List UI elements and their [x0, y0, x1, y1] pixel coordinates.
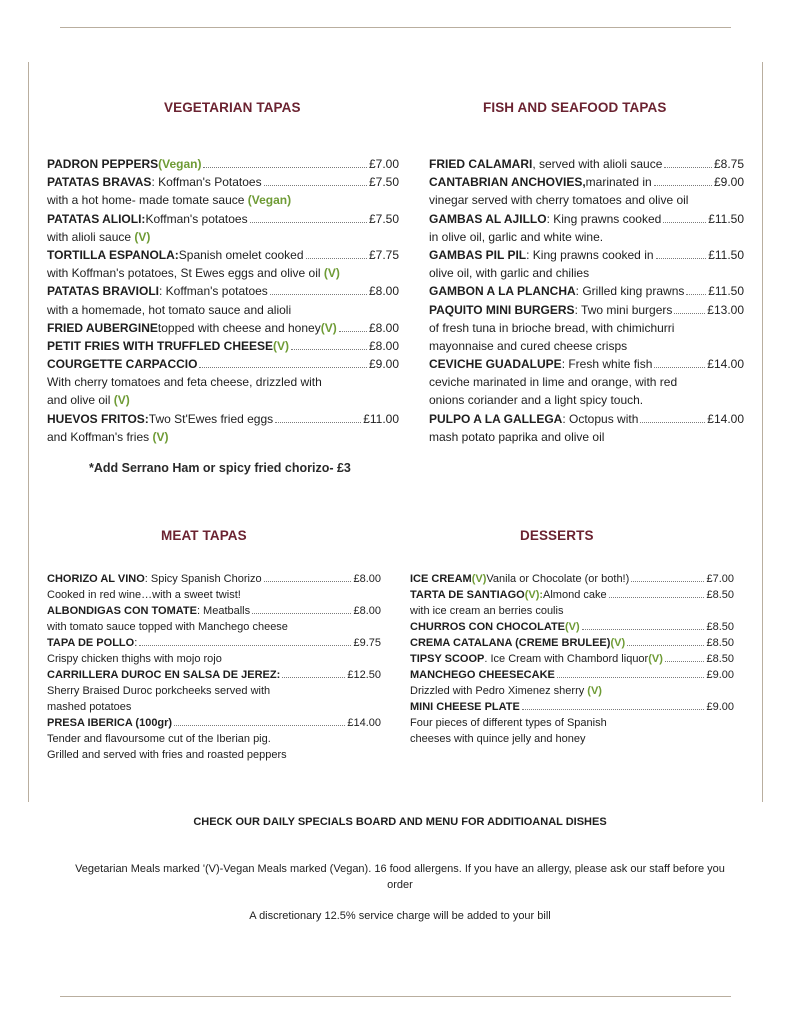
dot-leader [557, 677, 705, 678]
dot-leader [609, 597, 705, 598]
diet-marker: (V) [320, 320, 337, 335]
dot-leader [631, 581, 704, 582]
item-name: HUEVOS FRITOS: [47, 411, 149, 426]
item-description-extra: Almond cake [543, 589, 607, 601]
menu-item [47, 603, 381, 619]
item-name: CREMA CATALANA (CREME BRULEE) [410, 637, 611, 649]
item-description: : Koffman's potatoes [159, 284, 268, 299]
dot-leader [264, 185, 367, 186]
meat-list [47, 571, 381, 763]
item-detail-line [429, 191, 744, 209]
item-price: £9.00 [706, 701, 734, 713]
item-name: FRIED AUBERGINE [47, 320, 158, 335]
menu-item [47, 173, 399, 191]
item-name: ICE CREAM [410, 573, 472, 585]
item-detail-line [47, 651, 381, 667]
item-detail-line [429, 319, 744, 337]
item-price: £14.00 [707, 357, 744, 372]
allergens-notice-line-1: Vegetarian Meals marked '(V)-Vegan Meals marked (Vegan). 16 food allergens. If you have an allergy, please ask our staff before you [75, 863, 725, 875]
left-rule [28, 62, 29, 802]
dot-leader [686, 294, 706, 295]
dot-leader [664, 167, 712, 168]
item-description: marinated in [585, 175, 652, 190]
dot-leader [291, 349, 367, 350]
item-detail-text: Crispy chicken thighs with mojo rojo [47, 653, 222, 665]
item-name: CARRILLERA DUROC EN SALSA DE JEREZ: [47, 669, 281, 681]
item-name: MANCHEGO CHEESECAKE [410, 669, 555, 681]
item-price: £7.50 [368, 175, 399, 190]
dot-leader [640, 422, 705, 423]
item-detail-line [47, 428, 399, 446]
item-detail-text: mash potato paprika and olive oil [429, 429, 605, 444]
item-detail-text: onions coriander and a light spicy touch. [429, 393, 644, 408]
item-price: £8.00 [368, 284, 399, 299]
item-name: PAQUITO MINI BURGERS [429, 302, 575, 317]
item-price: £8.50 [706, 621, 734, 633]
menu-item [429, 210, 744, 228]
item-name: PADRON PEPPERS [47, 157, 159, 171]
item-name: FRIED CALAMARI [429, 157, 533, 171]
item-detail-line [429, 337, 744, 355]
item-detail-line [47, 373, 399, 391]
desserts-title: DESSERTS [520, 528, 594, 543]
menu-item [429, 301, 744, 319]
menu-item [429, 155, 744, 173]
item-price: £8.00 [368, 338, 399, 353]
menu-item [47, 715, 381, 731]
item-name: GAMBAS AL AJILLO [429, 211, 547, 226]
item-price: £9.00 [368, 357, 399, 372]
diet-marker: (V) [273, 338, 290, 353]
specials-notice: CHECK OUR DAILY SPECIALS BOARD AND MENU FOR ADDITIOANAL DISHES [193, 816, 607, 828]
diet-marker: (Vegan) [247, 193, 292, 208]
item-detail-line [47, 699, 381, 715]
item-detail-line [47, 391, 399, 409]
service-charge-notice: A discretionary 12.5% service charge will be added to your bill [249, 910, 551, 922]
item-description: : King prawns cooked [546, 211, 662, 226]
vegetarian-title: VEGETARIAN TAPAS [164, 100, 301, 115]
item-name: COURGETTE CARPACCIO [47, 357, 198, 372]
item-name: TORTILLA ESPANOLA: [47, 247, 179, 262]
item-price: £11.00 [363, 411, 399, 426]
dot-leader [665, 661, 705, 662]
serrano-ham-note: *Add Serrano Ham or spicy fried chorizo- £3 [89, 461, 351, 475]
menu-item [429, 282, 744, 300]
dot-leader [264, 581, 352, 582]
item-detail-line [47, 683, 381, 699]
item-detail-line [410, 731, 734, 747]
item-name: TIPSY SCOOP [410, 653, 485, 665]
menu-item [47, 319, 399, 337]
dot-leader [250, 222, 367, 223]
item-price: £9.00 [713, 175, 744, 190]
dot-leader [656, 258, 707, 259]
item-detail-line [47, 731, 381, 747]
item-detail-text: Grilled and served with fries and roasted peppers [47, 749, 287, 761]
top-rule [60, 27, 731, 28]
item-description: : [134, 637, 138, 649]
item-name: TARTA DE SANTIAGO [410, 589, 525, 601]
item-name: GAMBON A LA PLANCHA [429, 284, 576, 299]
item-detail-text: Cooked in red wine…with a sweet twist! [47, 589, 241, 601]
item-detail-text: Drizzled with Pedro Ximenez sherry [410, 685, 588, 697]
item-detail-line [410, 715, 734, 731]
item-description: topped with cheese and honey [157, 320, 321, 335]
dot-leader [674, 313, 705, 314]
item-price: £7.75 [368, 247, 399, 262]
item-detail-line [47, 747, 381, 763]
dot-leader [627, 645, 704, 646]
dot-leader [654, 367, 705, 368]
item-price: £9.75 [353, 637, 381, 649]
item-name: TAPA DE POLLO [47, 637, 135, 649]
item-detail-text: Four pieces of different types of Spanish [410, 717, 607, 729]
item-detail-text: mayonnaise and cured cheese crisps [429, 338, 628, 353]
menu-item [47, 282, 399, 300]
item-price: £7.00 [706, 573, 734, 585]
item-detail-text: with alioli sauce [47, 229, 135, 244]
item-detail-text: with a homemade, hot tomato sauce and alioli [47, 302, 292, 317]
item-detail-line [410, 603, 734, 619]
dot-leader [522, 709, 705, 710]
item-description: : Spicy Spanish Chorizo [144, 573, 262, 585]
item-detail-text: vinegar served with cherry tomatoes and olive oil [429, 193, 689, 208]
diet-marker: (V) [565, 621, 580, 633]
menu-item [47, 571, 381, 587]
menu-item [429, 355, 744, 373]
diet-marker: (V) [323, 266, 340, 281]
item-name: CHORIZO AL VINO [47, 573, 145, 585]
diet-marker: (V) [471, 573, 487, 585]
item-detail-line [429, 391, 744, 409]
dot-leader [339, 331, 367, 332]
dot-leader [275, 422, 361, 423]
menu-item [47, 210, 399, 228]
item-price: £11.50 [708, 284, 744, 299]
dot-leader [203, 167, 366, 168]
menu-item [410, 699, 734, 715]
menu-item [47, 667, 381, 683]
item-name: CANTABRIAN ANCHOVIES, [429, 175, 586, 190]
item-description: : King prawns cooked in [526, 247, 654, 262]
item-detail-line [429, 228, 744, 246]
dot-leader [654, 185, 712, 186]
vegetarian-list [47, 155, 399, 446]
meat-title: MEAT TAPAS [161, 528, 247, 543]
item-detail-text: with Koffman's potatoes, St Ewes eggs and olive oil [47, 266, 324, 281]
item-name: PATATAS ALIOLI: [47, 211, 146, 226]
item-price: £8.50 [706, 653, 734, 665]
right-rule [762, 62, 763, 802]
item-name: CEVICHE GUADALUPE [429, 357, 562, 372]
bottom-rule [60, 996, 731, 997]
item-price: £8.00 [353, 605, 381, 617]
item-detail-line [47, 264, 399, 282]
menu-item [47, 635, 381, 651]
diet-marker: (V) [152, 429, 169, 444]
dot-leader [306, 258, 367, 259]
fish-list [429, 155, 744, 446]
item-detail-text: Sherry Braised Duroc porkcheeks served with [47, 685, 271, 697]
dot-leader [199, 367, 367, 368]
item-description: : Koffman's Potatoes [151, 175, 262, 190]
item-name: ALBONDIGAS CON TOMATE [47, 605, 197, 617]
item-price: £14.00 [707, 411, 744, 426]
item-description: Koffman's potatoes [145, 211, 248, 226]
menu-item [429, 246, 744, 264]
item-detail-text: in olive oil, garlic and white wine. [429, 229, 604, 244]
item-price: £12.50 [347, 669, 381, 681]
item-detail-line [47, 587, 381, 603]
diet-marker: (V): [524, 589, 544, 601]
item-price: £8.50 [706, 637, 734, 649]
menu-item [47, 337, 399, 355]
item-detail-text: with a hot home- made tomate sauce [47, 193, 248, 208]
diet-marker: (V) [587, 685, 602, 697]
item-detail-text: of fresh tuna in brioche bread, with chimichurri [429, 320, 675, 335]
dot-leader [663, 222, 706, 223]
desserts-list [410, 571, 734, 747]
menu-item [410, 635, 734, 651]
menu-item [410, 651, 734, 667]
item-name: PRESA IBERICA (100gr) [47, 717, 173, 729]
item-name: PETIT FRIES WITH TRUFFLED CHEESE [47, 338, 274, 353]
allergens-notice-line-2: order [387, 879, 413, 891]
item-description: : Two mini burgers [574, 302, 673, 317]
item-detail-line [410, 683, 734, 699]
menu-item [47, 155, 399, 173]
item-detail-text: with ice cream an berries coulis [410, 605, 564, 617]
item-description: . Ice Cream with Chambord liquor [484, 653, 649, 665]
diet-marker: (Vegan) [158, 157, 202, 171]
item-detail-line [47, 191, 399, 209]
item-name: PULPO A LA GALLEGA [429, 411, 563, 426]
dot-leader [282, 677, 345, 678]
item-price: £7.50 [368, 211, 399, 226]
item-price: £7.00 [368, 157, 399, 171]
dot-leader [174, 725, 345, 726]
item-name: PATATAS BRAVAS [47, 175, 152, 190]
menu-item [47, 246, 399, 264]
item-description: : Fresh white fish [561, 357, 653, 372]
item-detail-line [47, 228, 399, 246]
item-detail-line [47, 619, 381, 635]
menu-item [47, 355, 399, 373]
dot-leader [139, 645, 351, 646]
item-price: £14.00 [347, 717, 381, 729]
item-description: : Grilled king prawns [575, 284, 685, 299]
item-price: £11.50 [708, 211, 744, 226]
item-name: PATATAS BRAVIOLI [47, 284, 159, 299]
menu-item [429, 173, 744, 191]
item-detail-text: olive oil, with garlic and chilies [429, 266, 590, 281]
item-description: Spanish omelet cooked [178, 247, 304, 262]
item-price: £8.00 [353, 573, 381, 585]
item-price: £8.00 [368, 320, 399, 335]
item-price: £8.50 [706, 589, 734, 601]
item-description: : Meatballs [196, 605, 251, 617]
item-detail-text: and olive oil [47, 393, 114, 408]
item-detail-text: mashed potatoes [47, 701, 132, 713]
item-detail-line [429, 428, 744, 446]
menu-item [410, 571, 734, 587]
item-description-extra: Vanila or Chocolate (or both!) [486, 573, 630, 585]
dot-leader [252, 613, 351, 614]
dot-leader [582, 629, 705, 630]
diet-marker: (V) [134, 229, 151, 244]
menu-item [410, 667, 734, 683]
diet-marker: (V) [610, 637, 626, 649]
item-detail-line [429, 264, 744, 282]
menu-item [410, 619, 734, 635]
item-name: MINI CHEESE PLATE [410, 701, 520, 713]
item-detail-line [47, 301, 399, 319]
diet-marker: (V) [648, 653, 663, 665]
diet-marker: (V) [113, 393, 130, 408]
menu-item [429, 410, 744, 428]
item-description: : Octopus with [562, 411, 639, 426]
dot-leader [270, 294, 367, 295]
item-detail-text: Tender and flavoursome cut of the Iberian pig. [47, 733, 271, 745]
item-detail-text: cheeses with quince jelly and honey [410, 733, 586, 745]
item-price: £13.00 [707, 302, 744, 317]
menu-item [47, 410, 399, 428]
item-detail-text: with tomato sauce topped with Manchego cheese [47, 621, 288, 633]
item-detail-text: ceviche marinated in lime and orange, with red [429, 375, 678, 390]
item-description: , served with alioli sauce [532, 157, 663, 171]
item-detail-text: and Koffman's fries [47, 429, 153, 444]
item-name: CHURROS CON CHOCOLATE [410, 621, 566, 633]
item-price: £9.00 [706, 669, 734, 681]
item-price: £8.75 [713, 157, 744, 171]
fish-title: FISH AND SEAFOOD TAPAS [483, 100, 667, 115]
item-name: GAMBAS PIL PIL [429, 247, 527, 262]
item-detail-line [429, 373, 744, 391]
item-detail-text: With cherry tomatoes and feta cheese, drizzled with [47, 375, 322, 390]
item-description: Two St'Ewes fried eggs [148, 411, 274, 426]
item-price: £11.50 [708, 247, 744, 262]
menu-item [410, 587, 734, 603]
